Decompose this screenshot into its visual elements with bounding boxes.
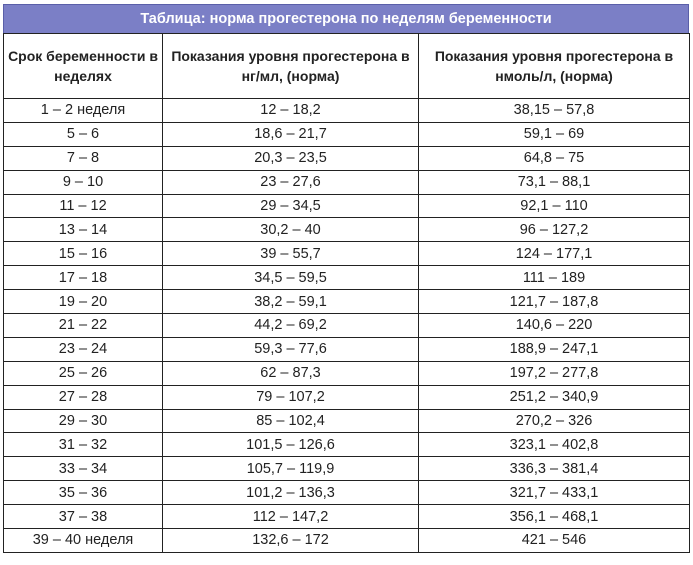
table-header: [4, 34, 690, 99]
cell-term: 11 – 12: [4, 194, 163, 218]
cell-ng-ml: 23 – 27,6: [163, 170, 419, 194]
table-row: [4, 146, 690, 170]
cell-ng-ml: 105,7 – 119,9: [163, 457, 419, 481]
header-row: [4, 34, 690, 99]
cell-ng-ml: 62 – 87,3: [163, 361, 419, 385]
table-row: [4, 361, 690, 385]
cell-ng-ml: 29 – 34,5: [163, 194, 419, 218]
cell-term: 29 – 30: [4, 409, 163, 433]
cell-ng-ml: 20,3 – 23,5: [163, 146, 419, 170]
table-row: [4, 314, 690, 338]
table-row: [4, 433, 690, 457]
cell-ng-ml: 112 – 147,2: [163, 505, 419, 529]
cell-term: 1 – 2 неделя: [4, 99, 163, 123]
cell-nmol-l: 323,1 – 402,8: [419, 433, 690, 457]
cell-term: 21 – 22: [4, 314, 163, 338]
cell-nmol-l: 73,1 – 88,1: [419, 170, 690, 194]
cell-term: 17 – 18: [4, 266, 163, 290]
cell-term: 15 – 16: [4, 242, 163, 266]
table-row: [4, 122, 690, 146]
cell-ng-ml: 44,2 – 69,2: [163, 314, 419, 338]
cell-ng-ml: 12 – 18,2: [163, 99, 419, 123]
cell-nmol-l: 197,2 – 277,8: [419, 361, 690, 385]
cell-ng-ml: 34,5 – 59,5: [163, 266, 419, 290]
cell-term: 27 – 28: [4, 385, 163, 409]
table-row: [4, 337, 690, 361]
cell-nmol-l: 321,7 – 433,1: [419, 481, 690, 505]
cell-nmol-l: 124 – 177,1: [419, 242, 690, 266]
cell-nmol-l: 188,9 – 247,1: [419, 337, 690, 361]
cell-nmol-l: 270,2 – 326: [419, 409, 690, 433]
cell-nmol-l: 121,7 – 187,8: [419, 290, 690, 314]
cell-nmol-l: 336,3 – 381,4: [419, 457, 690, 481]
cell-ng-ml: 39 – 55,7: [163, 242, 419, 266]
cell-ng-ml: 85 – 102,4: [163, 409, 419, 433]
column-header-nmol-l: Показания уровня прогестерона в нмоль/л, (норма): [419, 34, 690, 99]
table-row: [4, 457, 690, 481]
cell-term: 37 – 38: [4, 505, 163, 529]
table-row: [4, 99, 690, 123]
cell-term: 19 – 20: [4, 290, 163, 314]
table-row: [4, 529, 690, 553]
cell-nmol-l: 64,8 – 75: [419, 146, 690, 170]
cell-nmol-l: 96 – 127,2: [419, 218, 690, 242]
cell-term: 7 – 8: [4, 146, 163, 170]
cell-ng-ml: 132,6 – 172: [163, 529, 419, 553]
table-row: [4, 194, 690, 218]
cell-ng-ml: 101,5 – 126,6: [163, 433, 419, 457]
cell-term: 33 – 34: [4, 457, 163, 481]
cell-ng-ml: 101,2 – 136,3: [163, 481, 419, 505]
cell-nmol-l: 38,15 – 57,8: [419, 99, 690, 123]
cell-ng-ml: 59,3 – 77,6: [163, 337, 419, 361]
progesterone-table: [3, 33, 690, 553]
cell-term: 23 – 24: [4, 337, 163, 361]
cell-term: 39 – 40 неделя: [4, 529, 163, 553]
table-body: [4, 99, 690, 553]
cell-term: 9 – 10: [4, 170, 163, 194]
cell-term: 5 – 6: [4, 122, 163, 146]
cell-ng-ml: 38,2 – 59,1: [163, 290, 419, 314]
cell-nmol-l: 140,6 – 220: [419, 314, 690, 338]
cell-term: 31 – 32: [4, 433, 163, 457]
cell-nmol-l: 421 – 546: [419, 529, 690, 553]
table-row: [4, 505, 690, 529]
cell-ng-ml: 79 – 107,2: [163, 385, 419, 409]
cell-nmol-l: 59,1 – 69: [419, 122, 690, 146]
table-row: [4, 409, 690, 433]
cell-term: 13 – 14: [4, 218, 163, 242]
cell-nmol-l: 251,2 – 340,9: [419, 385, 690, 409]
table-row: [4, 218, 690, 242]
table-title: Таблица: норма прогестерона по неделям беременности: [3, 4, 689, 33]
table-row: [4, 266, 690, 290]
cell-nmol-l: 111 – 189: [419, 266, 690, 290]
table-row: [4, 385, 690, 409]
cell-nmol-l: 92,1 – 110: [419, 194, 690, 218]
column-header-ng-ml: Показания уровня прогестерона в нг/мл, (норма): [163, 34, 419, 99]
table-row: [4, 481, 690, 505]
cell-nmol-l: 356,1 – 468,1: [419, 505, 690, 529]
cell-term: 25 – 26: [4, 361, 163, 385]
table-row: [4, 290, 690, 314]
progesterone-table-container: [3, 4, 689, 553]
cell-term: 35 – 36: [4, 481, 163, 505]
table-row: [4, 170, 690, 194]
cell-ng-ml: 18,6 – 21,7: [163, 122, 419, 146]
cell-ng-ml: 30,2 – 40: [163, 218, 419, 242]
table-row: [4, 242, 690, 266]
column-header-term: Срок беременности в неделях: [4, 34, 163, 99]
